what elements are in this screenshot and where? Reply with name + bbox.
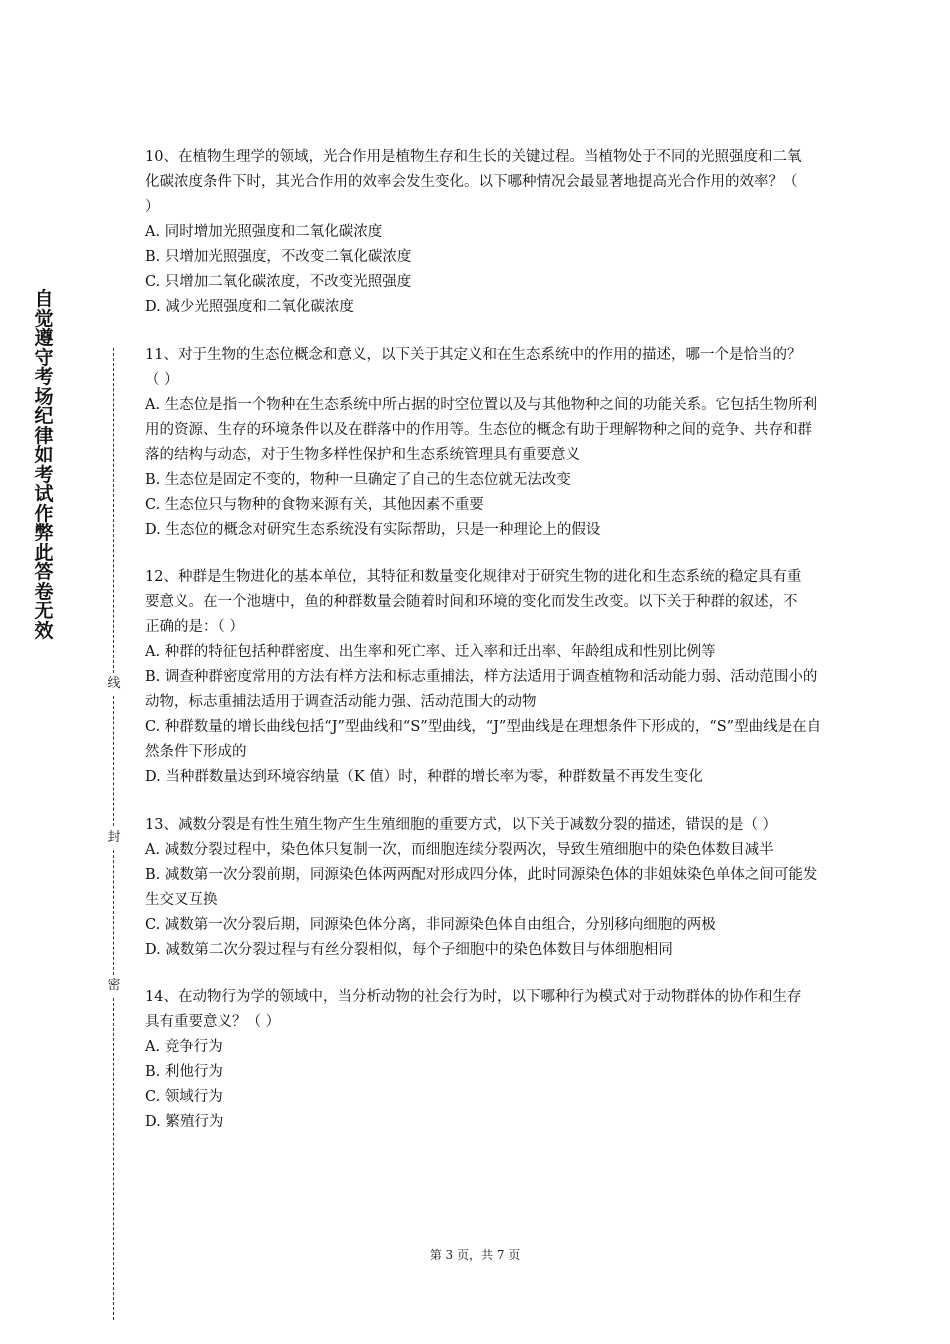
option-c: C. 种群数量的增长曲线包括“J”型曲线和“S”型曲线，“J”型曲线是在理想条件下形成的，“S”型曲线是在自然条件下形成的: [145, 719, 822, 760]
exam-discipline-notice: 自觉遵守考场纪律如考试作弊此答卷无效: [34, 288, 54, 642]
binding-line: [104, 348, 124, 1320]
question-11: [145, 343, 825, 543]
option-b: B. 利他行为: [145, 1064, 223, 1080]
binding-label-feng: 封: [107, 830, 121, 845]
dashed-line-segment: [113, 696, 114, 826]
option-a: A. 同时增加光照强度和二氧化碳浓度: [145, 224, 383, 240]
option-d: D. 生态位的概念对研究生态系统没有实际帮助，只是一种理论上的假设: [145, 521, 601, 538]
question-stem: 12、种群是生物进化的基本单位，其特征和数量变化规律对于研究生物的进化和生态系统的稳定具有重要意义。在一个池塘中，鱼的种群数量会随着时间和环境的变化而发生改变。以下关于种群的叙述，不正确的是：（ ）: [145, 569, 802, 635]
dashed-line-segment: [113, 998, 114, 1320]
option-a: A. 种群的特征包括种群密度、出生率和死亡率、迁入率和迁出率、年龄组成和性别比例等: [145, 644, 716, 660]
option-a: A. 竞争行为: [145, 1039, 223, 1055]
option-b: B. 调查种群密度常用的方法有样方法和标志重捕法，样方法适用于调查植物和活动能力弱、活动范围小的动物，标志重捕法适用于调查活动能力强、活动范围大的动物: [145, 669, 818, 710]
dashed-line-segment: [113, 348, 114, 673]
option-d: D. 减少光照强度和二氧化碳浓度: [145, 299, 354, 315]
question-stem: 11、对于生物的生态位概念和意义，以下关于其定义和在生态系统中的作用的描述，哪一个是恰当的？（ ）: [145, 346, 802, 388]
question-12: [145, 565, 825, 790]
option-d: D. 减数第二次分裂过程与有丝分裂相似，每个子细胞中的染色体数目与体细胞相同: [145, 941, 673, 958]
question-10: [145, 145, 825, 320]
question-stem: 14、在动物行为学的领域中，当分析动物的社会行为时，以下哪种行为模式对于动物群体的协作和生存具有重要意义？（ ）: [145, 989, 802, 1030]
option-a: A. 生态位是指一个物种在生态系统中所占据的时空位置以及与其他物种之间的功能关系。它包括生物所利用的资源、生存的环境条件以及在群落中的作用等。生态位的概念有助于理解物种之间的竞争、共存和群落的结构与动态，对于生物多样性保护和生态系统管理具有重要意义: [145, 396, 818, 463]
question-14: [145, 985, 825, 1135]
page-number: 第 3 页，共 7 页: [429, 1248, 521, 1262]
binding-label-mi: 密: [107, 978, 121, 993]
option-c: C. 领域行为: [145, 1089, 223, 1105]
option-d: D. 当种群数量达到环境容纳量（K 值）时，种群的增长率为零，种群数量不再发生变化: [145, 769, 703, 785]
option-c: C. 生态位只与物种的食物来源有关，其他因素不重要: [145, 496, 484, 513]
question-stem: 10、在植物生理学的领域，光合作用是植物生存和生长的关键过程。当植物处于不同的光照强度和二氧化碳浓度条件下时，其光合作用的效率会发生变化。以下哪种情况会最显著地提高光合作用的效率？（ ）: [145, 149, 802, 215]
option-d: D. 繁殖行为: [145, 1114, 224, 1130]
option-b: B. 生态位是固定不变的，物种一旦确定了自己的生态位就无法改变: [145, 471, 571, 488]
option-a: A. 减数分裂过程中，染色体只复制一次，而细胞连续分裂两次，导致生殖细胞中的染色体数目减半: [145, 841, 774, 858]
option-c: C. 只增加二氧化碳浓度，不改变光照强度: [145, 274, 412, 290]
dashed-line-segment: [113, 850, 114, 975]
option-b: B. 减数第一次分裂前期，同源染色体两两配对形成四分体，此时同源染色体的非姐妹染色单体之间可能发生交叉互换: [145, 866, 818, 908]
option-c: C. 减数第一次分裂后期，同源染色体分离，非同源染色体自由组合，分别移向细胞的两极: [145, 916, 716, 933]
option-b: B. 只增加光照强度，不改变二氧化碳浓度: [145, 249, 412, 265]
question-13: [145, 813, 825, 963]
question-stem: 13、减数分裂是有性生殖生物产生生殖细胞的重要方式，以下关于减数分裂的描述，错误的是（ ）: [145, 816, 778, 833]
question-list: [145, 145, 825, 1158]
binding-label-xian: 线: [107, 676, 121, 691]
